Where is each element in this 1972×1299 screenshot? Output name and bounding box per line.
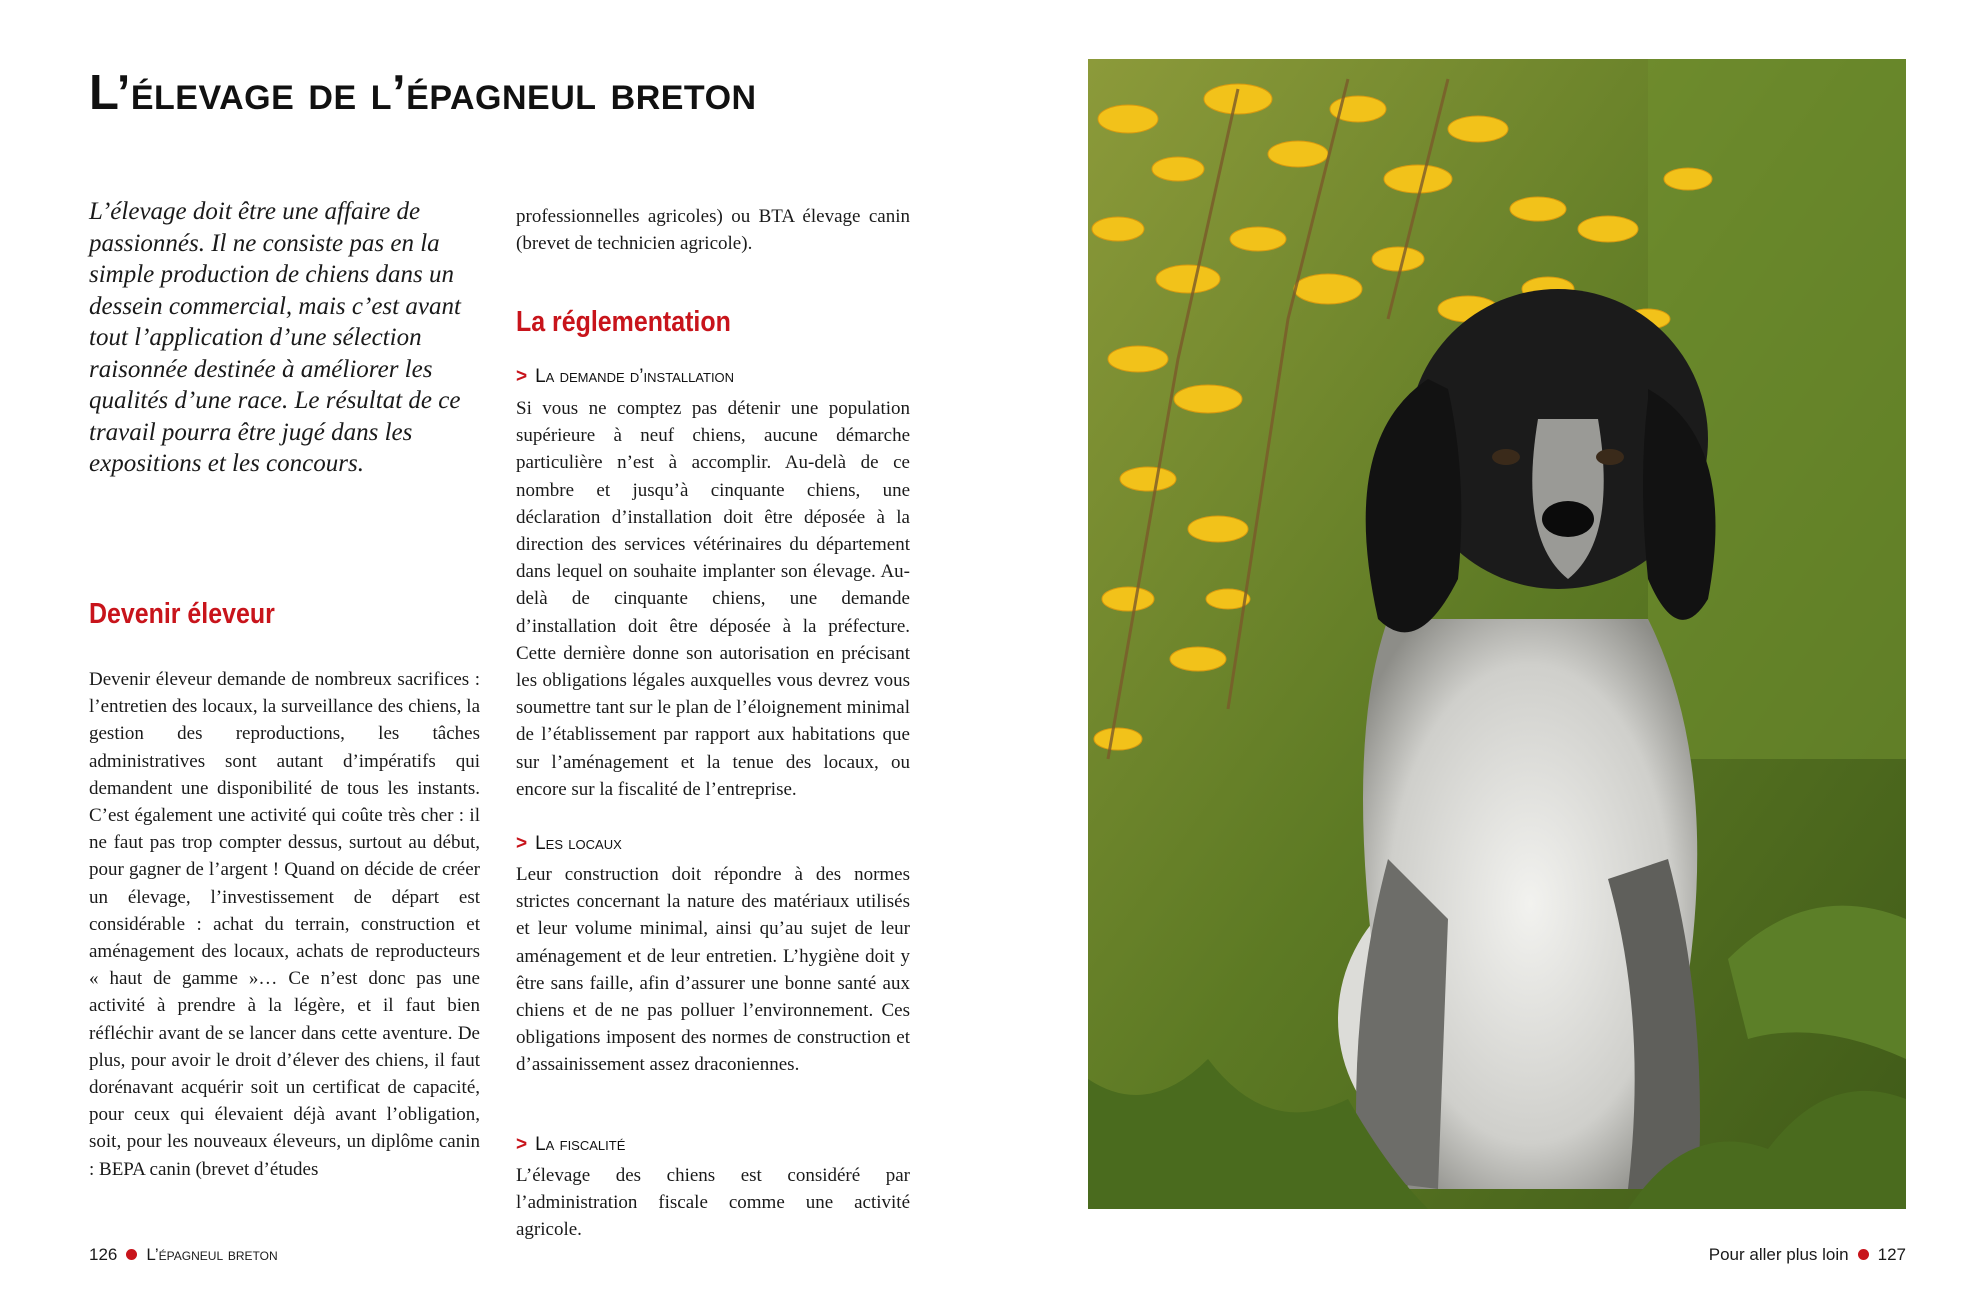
subheading-demande-installation xyxy=(516,366,910,388)
subheading-les-locaux xyxy=(516,833,910,855)
demande-installation-text: Si vous ne comptez pas détenir une population supérieure à neuf chiens, aucune démarche particulière n’est à accomplir. Au-delà de ce nombre et jusqu’à cinquante chiens, une déclaration d’installation doit être déposée à la direction des services vétérinaires du département dans lequel on souhaite implanter son élevage. Au-delà de cinquante chiens, une demande d’installation doit être déposée à la préfecture. Cette dernière donne son autorisation en précisant les obligations légales auxquelles vous devrez vous soumettre tant sur le plan de l’éloignement minimal de l’établissement par rapport aux habitations que sur l’aménagement et la tenue des locaux, ou encore sur la fiscalité de l’entreprise. xyxy=(516,398,910,800)
puppy-photo xyxy=(1088,59,1906,1209)
arrow-marker: > xyxy=(516,1134,528,1155)
heading-devenir-eleveur: Devenir éleveur xyxy=(89,598,275,630)
page-number-right: 127 xyxy=(1877,1245,1906,1264)
arrow-marker: > xyxy=(516,366,528,387)
subheading-label: Les locaux xyxy=(535,833,622,854)
bullet-dot-icon xyxy=(126,1249,137,1260)
subheading-label: La fiscalité xyxy=(535,1134,626,1155)
footer-left xyxy=(89,1245,278,1265)
subheading-label: La demande d’installation xyxy=(535,366,735,387)
intro-paragraph: L’élevage doit être une affaire de passionnés. Il ne consiste pas en la simple production de chiens dans un dessein commercial, mais c’est avant tout l’application d’une sélection raisonnée destinée à améliorer les qualités d’une race. Le résultat de ce travail pourra être jugé dans les expositions et les concours. xyxy=(89,198,461,477)
la-fiscalite-text: L’élevage des chiens est considéré par l’administration fiscale comme une activité agricole. xyxy=(516,1165,910,1241)
running-title-left: L’épagneul breton xyxy=(146,1245,278,1264)
heading-reglementation: La réglementation xyxy=(516,306,731,338)
page-title: L’élevage de l’épagneul breton xyxy=(89,66,757,120)
devenir-eleveur-text: Devenir éleveur demande de nombreux sacrifices : l’entretien des locaux, la surveillance des chiens, la gestion des reproductions, les tâches administratives sont autant d’impératifs qui demandent une disponibilité de tous les instants. C’est également une activité qui coûte très cher : il ne faut pas trop compter dessus, surtout au début, pour gagner de l’argent ! Quand on décide de créer un élevage, l’investissement de départ est considérable : achat du terrain, construction et aménagement des locaux, achats de reproducteurs « haut de gamme »… Ce n’est donc pas une activité à prendre à la légère, et il faut bien réfléchir avant de se lancer dans cette aventure. De plus, pour avoir le droit d’élever des chiens, il faut dorénavant acquérir soit un certificat de capacité, pour ceux qui élevaient déjà avant l’obligation, soit, pour les nouveaux éleveurs, un diplôme canin : BEPA canin (brevet d’études xyxy=(89,669,480,1180)
footer-right xyxy=(1709,1245,1906,1265)
bullet-dot-icon xyxy=(1858,1249,1869,1260)
devenir-eleveur-continuation: professionnelles agricoles) ou BTA élevage canin (brevet de technicien agricole). xyxy=(516,206,910,255)
page-number-left: 126 xyxy=(89,1245,118,1264)
puppy-illustration xyxy=(1088,59,1906,1209)
arrow-marker: > xyxy=(516,833,528,854)
running-title-right: Pour aller plus loin xyxy=(1708,1245,1849,1264)
subheading-la-fiscalite xyxy=(516,1134,910,1156)
les-locaux-text: Leur construction doit répondre à des normes strictes concernant la nature des matériaux utilisés et leur volume minimal, ainsi qu’au sujet de leur aménagement et de leur entretien. L’hygiène doit y être sans faille, afin d’assurer une bonne santé aux chiens et de ne pas polluer l’environnement. Ces obligations imposent des normes de construction et d’assainissement assez draconiennes. xyxy=(516,864,910,1076)
